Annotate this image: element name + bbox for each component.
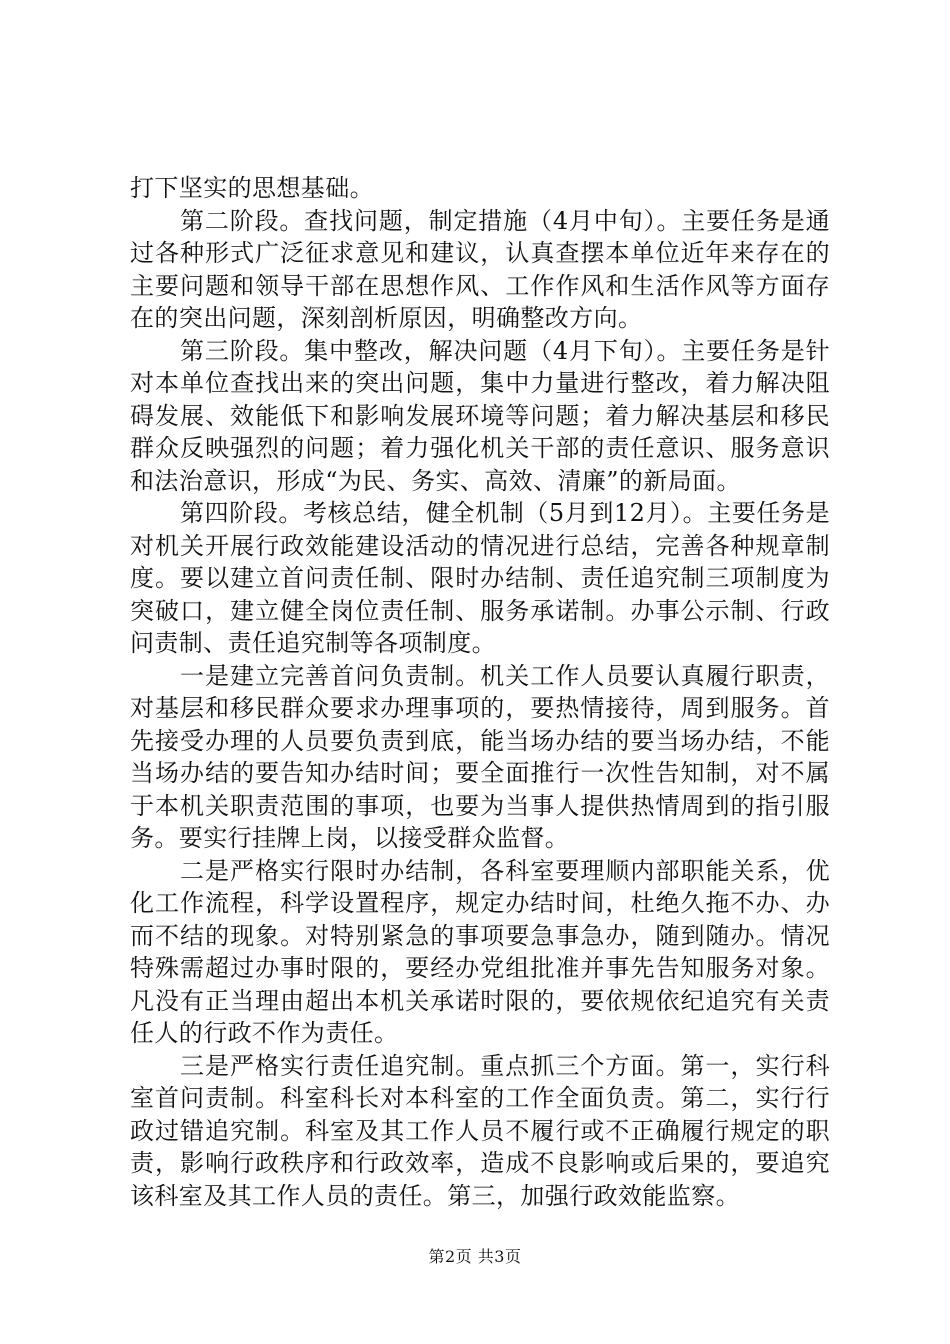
paragraph-1: 打下坚实的思想基础。 bbox=[130, 174, 374, 202]
paragraph-accountability: 三是严格实行责任追究制。重点抓三个方面。第一，实行科室首问责制。科室科长对本科室的工作全面负责。第二，实行行政过错追究制。科室及其工作人员不履行或不正确履行规定的职责，影响行政秩序和行政效率，造成不良影响或后果的，要追究该科室及其工作人员的责任。第三，加强行政效能监察。 bbox=[130, 1051, 830, 1210]
paragraph-stage-four: 第四阶段。考核总结，健全机制（5月到12月）。主要任务是对机关开展行政效能建设活动的情况进行总结，完善各种规章制度。要以建立首问责任制、限时办结制、责任追究制三项制度为突破口，建立健全岗位责任制、服务承诺制。办事公示制、行政问责制、责任追究制等各项制度。 bbox=[130, 499, 830, 657]
document-body bbox=[130, 172, 830, 1212]
paragraph-time-limit: 二是严格实行限时办结制，各科室要理顺内部职能关系，优化工作流程，科学设置程序，规定办结时间，杜绝久拖不办、办而不结的现象。对特别紧急的事项要急事急办，随到随办。情况特殊需超过办事时限的，要经办党组批准并事先告知服务对象。凡没有正当理由超出本机关承诺时限的，要依规依纪追究有关责任人的行政不作为责任。 bbox=[130, 856, 830, 1047]
page-footer bbox=[0, 1244, 950, 1267]
paragraph-first-responsibility: 一是建立完善首问负责制。机关工作人员要认真履行职责，对基层和移民群众要求办理事项的，要热情接待，周到服务。首先接受办理的人员要负责到底，能当场办结的要当场办结，不能当场办结的要告知办结时间；要全面推行一次性告知制，对不属于本机关职责范围的事项，也要为当事人提供热情周到的指引服务。要实行挂牌上岗，以接受群众监督。 bbox=[130, 661, 830, 852]
paragraph-stage-two: 第二阶段。查找问题，制定措施（4月中旬）。主要任务是通过各种形式广泛征求意见和建议，认真查摆本单位近年来存在的主要问题和领导干部在思想作风、工作作风和生活作风等方面存在的突出问题，深刻剖析原因，明确整改方向。 bbox=[130, 206, 830, 332]
page-number: 第2页 共3页 bbox=[428, 1247, 522, 1266]
paragraph-stage-three: 第三阶段。集中整改，解决问题（4月下旬）。主要任务是针对本单位查找出来的突出问题，集中力量进行整改，着力解决阻碍发展、效能低下和影响发展环境等问题；着力解决基层和移民群众反映强烈的问题；着力强化机关干部的责任意识、服务意识和法治意识，形成“为民、务实、高效、清廉”的新局面。 bbox=[130, 336, 830, 495]
